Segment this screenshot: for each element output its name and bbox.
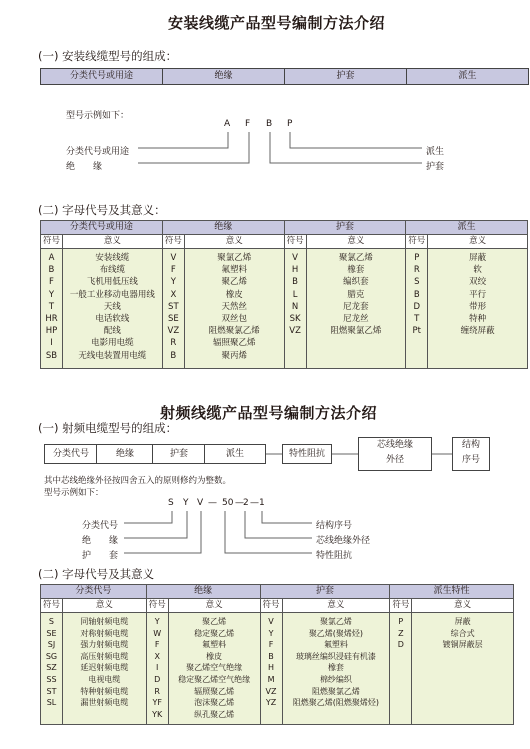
code-meaning: 无线电装置用电缆 <box>78 350 147 361</box>
code-symbol: Y <box>268 628 274 638</box>
code-meaning: 漏世射频电缆 <box>80 698 129 708</box>
group-header: 分类代号 <box>41 585 147 599</box>
code-part: S <box>168 498 174 508</box>
code-meaning: 屏蔽 <box>469 253 487 263</box>
meaning-list <box>428 249 528 369</box>
code-part: Y <box>183 498 189 508</box>
code-symbol: VZ <box>289 326 301 337</box>
meaning-list <box>168 613 260 725</box>
code-symbol: YZ <box>265 698 277 708</box>
code-meaning: 棉纱编织 <box>319 674 352 684</box>
meaning-list <box>306 249 406 369</box>
code-list <box>406 249 428 369</box>
meaning-list <box>184 249 284 369</box>
code-symbol: V <box>170 253 177 263</box>
code-symbol: B <box>413 289 420 300</box>
code-meaning: 氟塑料 <box>323 640 348 650</box>
code-symbol: SE <box>167 314 179 325</box>
code-list <box>41 613 63 725</box>
code-meaning: 阻燃聚乙烯(阻燃聚烯烃) <box>292 698 380 708</box>
code-list <box>284 249 306 369</box>
code-symbol: Z <box>398 628 404 638</box>
code-part: 2 <box>243 498 249 508</box>
code-part: V <box>197 498 204 508</box>
code-symbol: F <box>268 640 274 650</box>
code-symbol: I <box>156 663 159 673</box>
left-label: 绝 缘 <box>82 536 119 546</box>
code-meaning: 尼龙丝 <box>343 314 369 325</box>
code-meaning: 电话软线 <box>95 314 130 325</box>
code-meaning: 特种 <box>469 314 487 325</box>
col-header: 符号 <box>260 599 282 613</box>
bar-cell: 派生 <box>406 69 528 84</box>
code-symbol: YK <box>152 709 163 719</box>
comp-box-derived: 派生 <box>204 444 266 464</box>
code-table-1 <box>40 220 528 369</box>
section-heading: (一) 安装线缆型号的组成： <box>38 49 178 63</box>
code-meaning: 聚丙烯 <box>221 350 247 361</box>
code-meaning: 特种射频电缆 <box>80 686 129 696</box>
code-part: 50 <box>222 498 234 508</box>
col-header: 意义 <box>184 235 284 249</box>
code-symbol: SL <box>46 698 57 708</box>
code-meaning: 聚氯乙烯 <box>217 253 252 263</box>
code-list <box>162 249 184 369</box>
code-symbol: X <box>170 289 177 300</box>
group-header: 护套 <box>284 221 406 235</box>
code-symbol: ST <box>168 301 179 312</box>
left-label: 护 套 <box>82 551 119 561</box>
comp-box-structure <box>452 437 490 471</box>
comp-box-impedance: 特性阻抗 <box>282 444 332 464</box>
meaning-list <box>62 249 162 369</box>
code-meaning: 聚氯乙烯 <box>338 253 373 263</box>
right-label: 结构序号 <box>316 521 353 531</box>
code-symbol: V <box>292 253 298 263</box>
code-meaning: 天线 <box>103 301 121 312</box>
code-symbol: VZ <box>265 686 277 696</box>
code-meaning: 综合式 <box>450 628 475 638</box>
example-label: 型号示例如下： <box>44 488 104 498</box>
code-symbol: P <box>398 617 404 626</box>
code-letter: A <box>224 119 231 129</box>
code-meaning: 聚乙烯 <box>202 617 227 626</box>
box-line: 序号 <box>461 455 480 465</box>
code-meaning: 屏蔽 <box>454 617 471 626</box>
comp-box-insulation: 绝缘 <box>96 444 154 464</box>
page-title-2: 射频线缆产品型号编制方法介绍 <box>160 404 378 422</box>
code-letter: F <box>245 119 251 129</box>
code-symbol: YF <box>152 698 162 708</box>
code-meaning: 聚乙烯 <box>221 277 247 288</box>
code-meaning: 强力射频电缆 <box>80 640 129 650</box>
code-symbol: VZ <box>167 326 180 337</box>
code-symbol: F <box>170 265 176 276</box>
code-list <box>146 613 168 725</box>
example-label: 型号示例如下： <box>66 111 130 121</box>
code-meaning: 高压射频电缆 <box>80 651 129 661</box>
code-symbol: SZ <box>46 663 57 673</box>
left-label: 绝 缘 <box>66 162 103 172</box>
section-heading: (一) 射频电缆型号的组成： <box>38 421 178 435</box>
code-symbol: R <box>154 686 160 696</box>
code-table-2 <box>40 584 514 725</box>
code-part: — <box>235 498 244 508</box>
code-meaning: 纵孔聚乙烯 <box>194 709 235 719</box>
code-symbol: HR <box>45 314 58 325</box>
page-title: 安装线缆产品型号编制方法介绍 <box>168 14 386 32</box>
code-symbol: B <box>292 277 298 288</box>
code-symbol: D <box>154 674 161 684</box>
code-meaning: 阻燃聚氯乙烯 <box>208 326 260 337</box>
code-meaning: 阻燃聚氯乙烯 <box>330 326 382 337</box>
code-meaning: 对称射频电缆 <box>80 628 129 638</box>
group-header: 派生 <box>406 221 528 235</box>
meaning-list <box>282 613 390 725</box>
code-meaning: 橡皮 <box>206 651 223 661</box>
code-meaning: 聚乙烯空气绝缘 <box>186 663 243 673</box>
code-symbol: S <box>48 617 54 626</box>
col-header: 意义 <box>62 599 146 613</box>
code-symbol: A <box>48 253 55 263</box>
code-meaning: 聚氯乙烯 <box>319 617 352 626</box>
code-meaning: 布线缆 <box>99 265 126 276</box>
code-symbol: S <box>414 277 420 288</box>
code-meaning: 镀铜屏蔽层 <box>442 640 483 650</box>
code-symbol: F <box>49 277 54 288</box>
code-symbol: H <box>291 265 299 276</box>
code-meaning: 辐照聚乙烯 <box>212 338 256 349</box>
code-meaning: 稳定聚乙烯空气绝缘 <box>178 674 251 684</box>
box-line: 结构 <box>461 440 480 450</box>
comp-box-classification: 分类代号 <box>44 444 98 464</box>
group-header: 派生特性 <box>390 585 514 599</box>
code-meaning: 橡套 <box>347 265 365 276</box>
code-meaning: 氟塑料 <box>221 265 247 276</box>
code-symbol: T <box>48 301 55 312</box>
code-symbol: SK <box>289 314 301 325</box>
code-meaning: 安装线缆 <box>95 253 130 263</box>
code-meaning: 双丝包 <box>221 314 247 325</box>
col-header: 符号 <box>41 235 63 249</box>
code-symbol: SS <box>46 674 57 684</box>
code-symbol: N <box>291 301 299 312</box>
code-symbol: ST <box>46 686 57 696</box>
code-meaning: 带形 <box>469 301 487 312</box>
code-meaning: 软 <box>473 265 482 276</box>
note-text: 其中芯线绝缘外径按四舍五入的原则修约为整数。 <box>44 476 232 486</box>
code-symbol: Pt <box>412 326 422 337</box>
col-header: 符号 <box>162 235 184 249</box>
code-symbol: SB <box>45 350 58 361</box>
code-symbol: R <box>170 338 177 349</box>
code-symbol: SG <box>45 651 58 661</box>
section-heading: (二) 字母代号及其意义 <box>38 567 155 581</box>
left-label: 分类代号 <box>82 521 119 531</box>
col-header: 意义 <box>306 235 406 249</box>
code-meaning: 氟塑料 <box>202 640 227 650</box>
code-meaning: 飞机用低压线 <box>86 277 138 288</box>
code-letter: B <box>266 119 273 129</box>
col-header: 意义 <box>168 599 260 613</box>
code-meaning: 橡套 <box>327 663 344 673</box>
code-meaning: 双绞 <box>469 277 487 288</box>
code-meaning: 稳定聚乙烯 <box>194 628 235 638</box>
comp-box-sheath: 护套 <box>152 444 206 464</box>
right-label: 特性阻抗 <box>316 551 353 561</box>
code-symbol: P <box>414 253 420 263</box>
right-label: 护套 <box>426 162 445 172</box>
code-meaning: 泡沫聚乙烯 <box>194 698 235 708</box>
code-part: — <box>250 498 259 508</box>
code-symbol: SJ <box>47 640 56 650</box>
code-symbol: Y <box>154 617 160 626</box>
code-meaning: 腊克 <box>347 289 365 300</box>
code-symbol: B <box>48 265 55 276</box>
left-label: 分类代号或用途 <box>66 147 130 157</box>
code-meaning: 平行 <box>469 289 487 300</box>
code-meaning: 天然丝 <box>221 301 247 312</box>
code-part: 1 <box>259 498 265 508</box>
group-header: 护套 <box>260 585 390 599</box>
comp-box-diameter <box>358 437 432 471</box>
code-symbol: V <box>268 617 274 626</box>
code-symbol: T <box>414 314 420 325</box>
code-meaning: 电视电缆 <box>88 674 121 684</box>
code-symbol: R <box>413 265 420 276</box>
code-meaning: 聚乙烯(聚烯烃) <box>308 628 364 638</box>
section-heading: (二) 字母代号及其意义： <box>38 203 166 217</box>
col-header: 意义 <box>62 235 162 249</box>
code-symbol: Y <box>48 289 55 300</box>
code-symbol: B <box>170 350 177 361</box>
meaning-list <box>62 613 146 725</box>
code-meaning: 缠绕屏蔽 <box>460 326 495 337</box>
code-symbol: SE <box>46 628 57 638</box>
box-line: 芯线绝缘 <box>376 440 413 450</box>
code-meaning: 阻燃聚氯乙烯 <box>311 686 360 696</box>
code-list <box>390 613 412 725</box>
code-symbol: W <box>153 628 162 638</box>
code-symbol: I <box>50 338 53 349</box>
code-symbol: X <box>154 651 160 661</box>
col-header: 意义 <box>412 599 514 613</box>
box-line: 外径 <box>385 455 404 465</box>
col-header: 符号 <box>406 235 428 249</box>
code-list <box>260 613 282 725</box>
col-header: 符号 <box>284 235 306 249</box>
code-meaning: 电影用电缆 <box>91 338 134 349</box>
code-symbol: H <box>268 663 275 673</box>
group-header: 绝缘 <box>162 221 284 235</box>
right-label: 芯线绝缘外径 <box>316 536 371 546</box>
code-meaning: 同轴射频电缆 <box>80 617 129 626</box>
code-symbol: Y <box>170 277 176 288</box>
code-meaning: 橡皮 <box>225 289 243 300</box>
code-meaning: 编织套 <box>343 277 369 288</box>
code-meaning: 尼龙套 <box>343 301 369 312</box>
code-letter: P <box>287 119 293 129</box>
bar-cell: 分类代号或用途 <box>69 71 133 81</box>
code-symbol: D <box>413 301 421 312</box>
group-header: 绝缘 <box>146 585 260 599</box>
col-header: 意义 <box>282 599 390 613</box>
code-meaning: 辐照聚乙烯 <box>194 686 235 696</box>
code-meaning: 一般工业移动电器用线 <box>69 289 155 300</box>
col-header: 符号 <box>146 599 168 613</box>
code-symbol: D <box>397 640 404 650</box>
right-label: 派生 <box>426 147 445 157</box>
col-header: 意义 <box>428 235 528 249</box>
code-symbol: HP <box>45 326 58 337</box>
col-header: 符号 <box>390 599 412 613</box>
group-header: 分类代号或用途 <box>41 221 163 235</box>
code-part: — <box>208 498 217 508</box>
code-meaning: 玻璃丝编织浸硅有机漆 <box>295 651 376 661</box>
code-list <box>41 249 63 369</box>
code-symbol: L <box>292 289 298 300</box>
code-meaning: 配线 <box>103 326 121 337</box>
col-header: 符号 <box>41 599 63 613</box>
bar-cell: 护套 <box>284 69 406 84</box>
code-symbol: F <box>154 640 160 650</box>
meaning-list <box>412 613 514 725</box>
bar-cell: 绝缘 <box>162 69 284 84</box>
code-symbol: M <box>267 674 275 684</box>
code-meaning: 延迟射频电缆 <box>80 663 129 673</box>
code-symbol: B <box>268 651 274 661</box>
